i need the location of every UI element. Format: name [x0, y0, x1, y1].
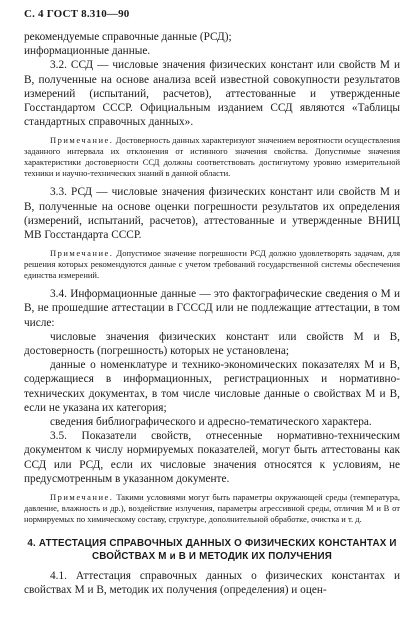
- list-line-info: информационные данные.: [24, 45, 151, 58]
- page-header: [24, 8, 400, 20]
- paragraph-3-5: 3.5. Показатели свойств, отнесенные нормативно-техническим документом к числу нормируемых показателей, могут быть аттестованы как ССД или РСД, если их числовые значения относятся к условиям, не предусмотренным в указанном документе.: [24, 430, 400, 485]
- paragraph-4-1: 4.1. Аттестация справочных данных о физических константах и свойствах М и В, методик их получения (определения) и оцен-: [24, 570, 400, 597]
- paragraph-3-4-b: данные о номенклатуре и технико-экономических показателях М и В, содержащиеся в информационных, регистрационных и нормативно-технических документах, в том числе числовые данные о свойствах М и В, если не указана их категория;: [24, 359, 400, 414]
- note-1: [24, 135, 400, 179]
- note-2-text: Допустимое значение погрешности РСД должно удовлетворять задачам, для решения которых рекомендуются данные с учетом требований государственной системы обеспечения единства измерений.: [24, 248, 400, 281]
- list-line-rsd: рекомендуемые справочные данные (РСД);: [24, 31, 232, 43]
- note-2: [24, 248, 400, 281]
- page-label: С. 4 ГОСТ 8.310—90: [24, 8, 130, 20]
- paragraph-3-4: 3.4. Информационные данные — это фактографические сведения о М и В, не прошедшие аттестации в ГСССД или не подлежащие аттестации, в том числе:: [24, 288, 400, 329]
- note-3-text: Такими условиями могут быть параметры окружающей среды (температура, давление, влажность и др.), воздействие излучения, параметры агрессивной среды, отличия М и В от нормируемых по химическому составу, структуре, дополнительной обработке, очистка и т. д.: [24, 492, 400, 525]
- note-3: [24, 492, 400, 525]
- note-2-label: Примечание.: [50, 248, 114, 259]
- paragraph-3-2: 3.2. ССД — числовые значения физических констант или свойств М и В, полученные на основе анализа всей известной совокупности результатов измерений (испытаний, расчетов), аттестованные и утвержденные Госстандартом СССР. Официальным изданием ССД являются «Таблицы стандартных справочных данных».: [24, 59, 400, 129]
- paragraph-3-4-c: сведения библиографического и адресно-тематического характера.: [50, 416, 372, 429]
- note-1-label: Примечание.: [50, 135, 114, 146]
- section-4-title: 4. АТТЕСТАЦИЯ СПРАВОЧНЫХ ДАННЫХ О ФИЗИЧЕСКИХ КОНСТАНТАХ И СВОЙСТВАХ М и В И МЕТОДИК ИХ ПОЛУЧЕНИЯ: [27, 538, 397, 563]
- note-1-text: Достоверность данных характеризуют значением вероятности осуществления заданного интервала их отклонения от истинного значения свойства. Допустимые значения характеристики достоверности ССД должны соответствовать достигнутому уровню измерительной техники и научно-технических знаний в данной области.: [24, 135, 400, 179]
- document-page: [24, 8, 400, 597]
- paragraph-3-4-a: числовые значения физических констант или свойств М и В, достоверность (погрешность) которых не установлена;: [24, 330, 400, 358]
- paragraph-3-3: 3.3. РСД — числовые значения физических констант или свойств М и В, полученные на основе оценки погрешности результатов их определения (измерений, испытаний, расчетов), аттестованные и утвержденные ВНИЦ МВ Госстандарта СССР.: [24, 186, 400, 242]
- note-3-label: Примечание.: [50, 492, 114, 503]
